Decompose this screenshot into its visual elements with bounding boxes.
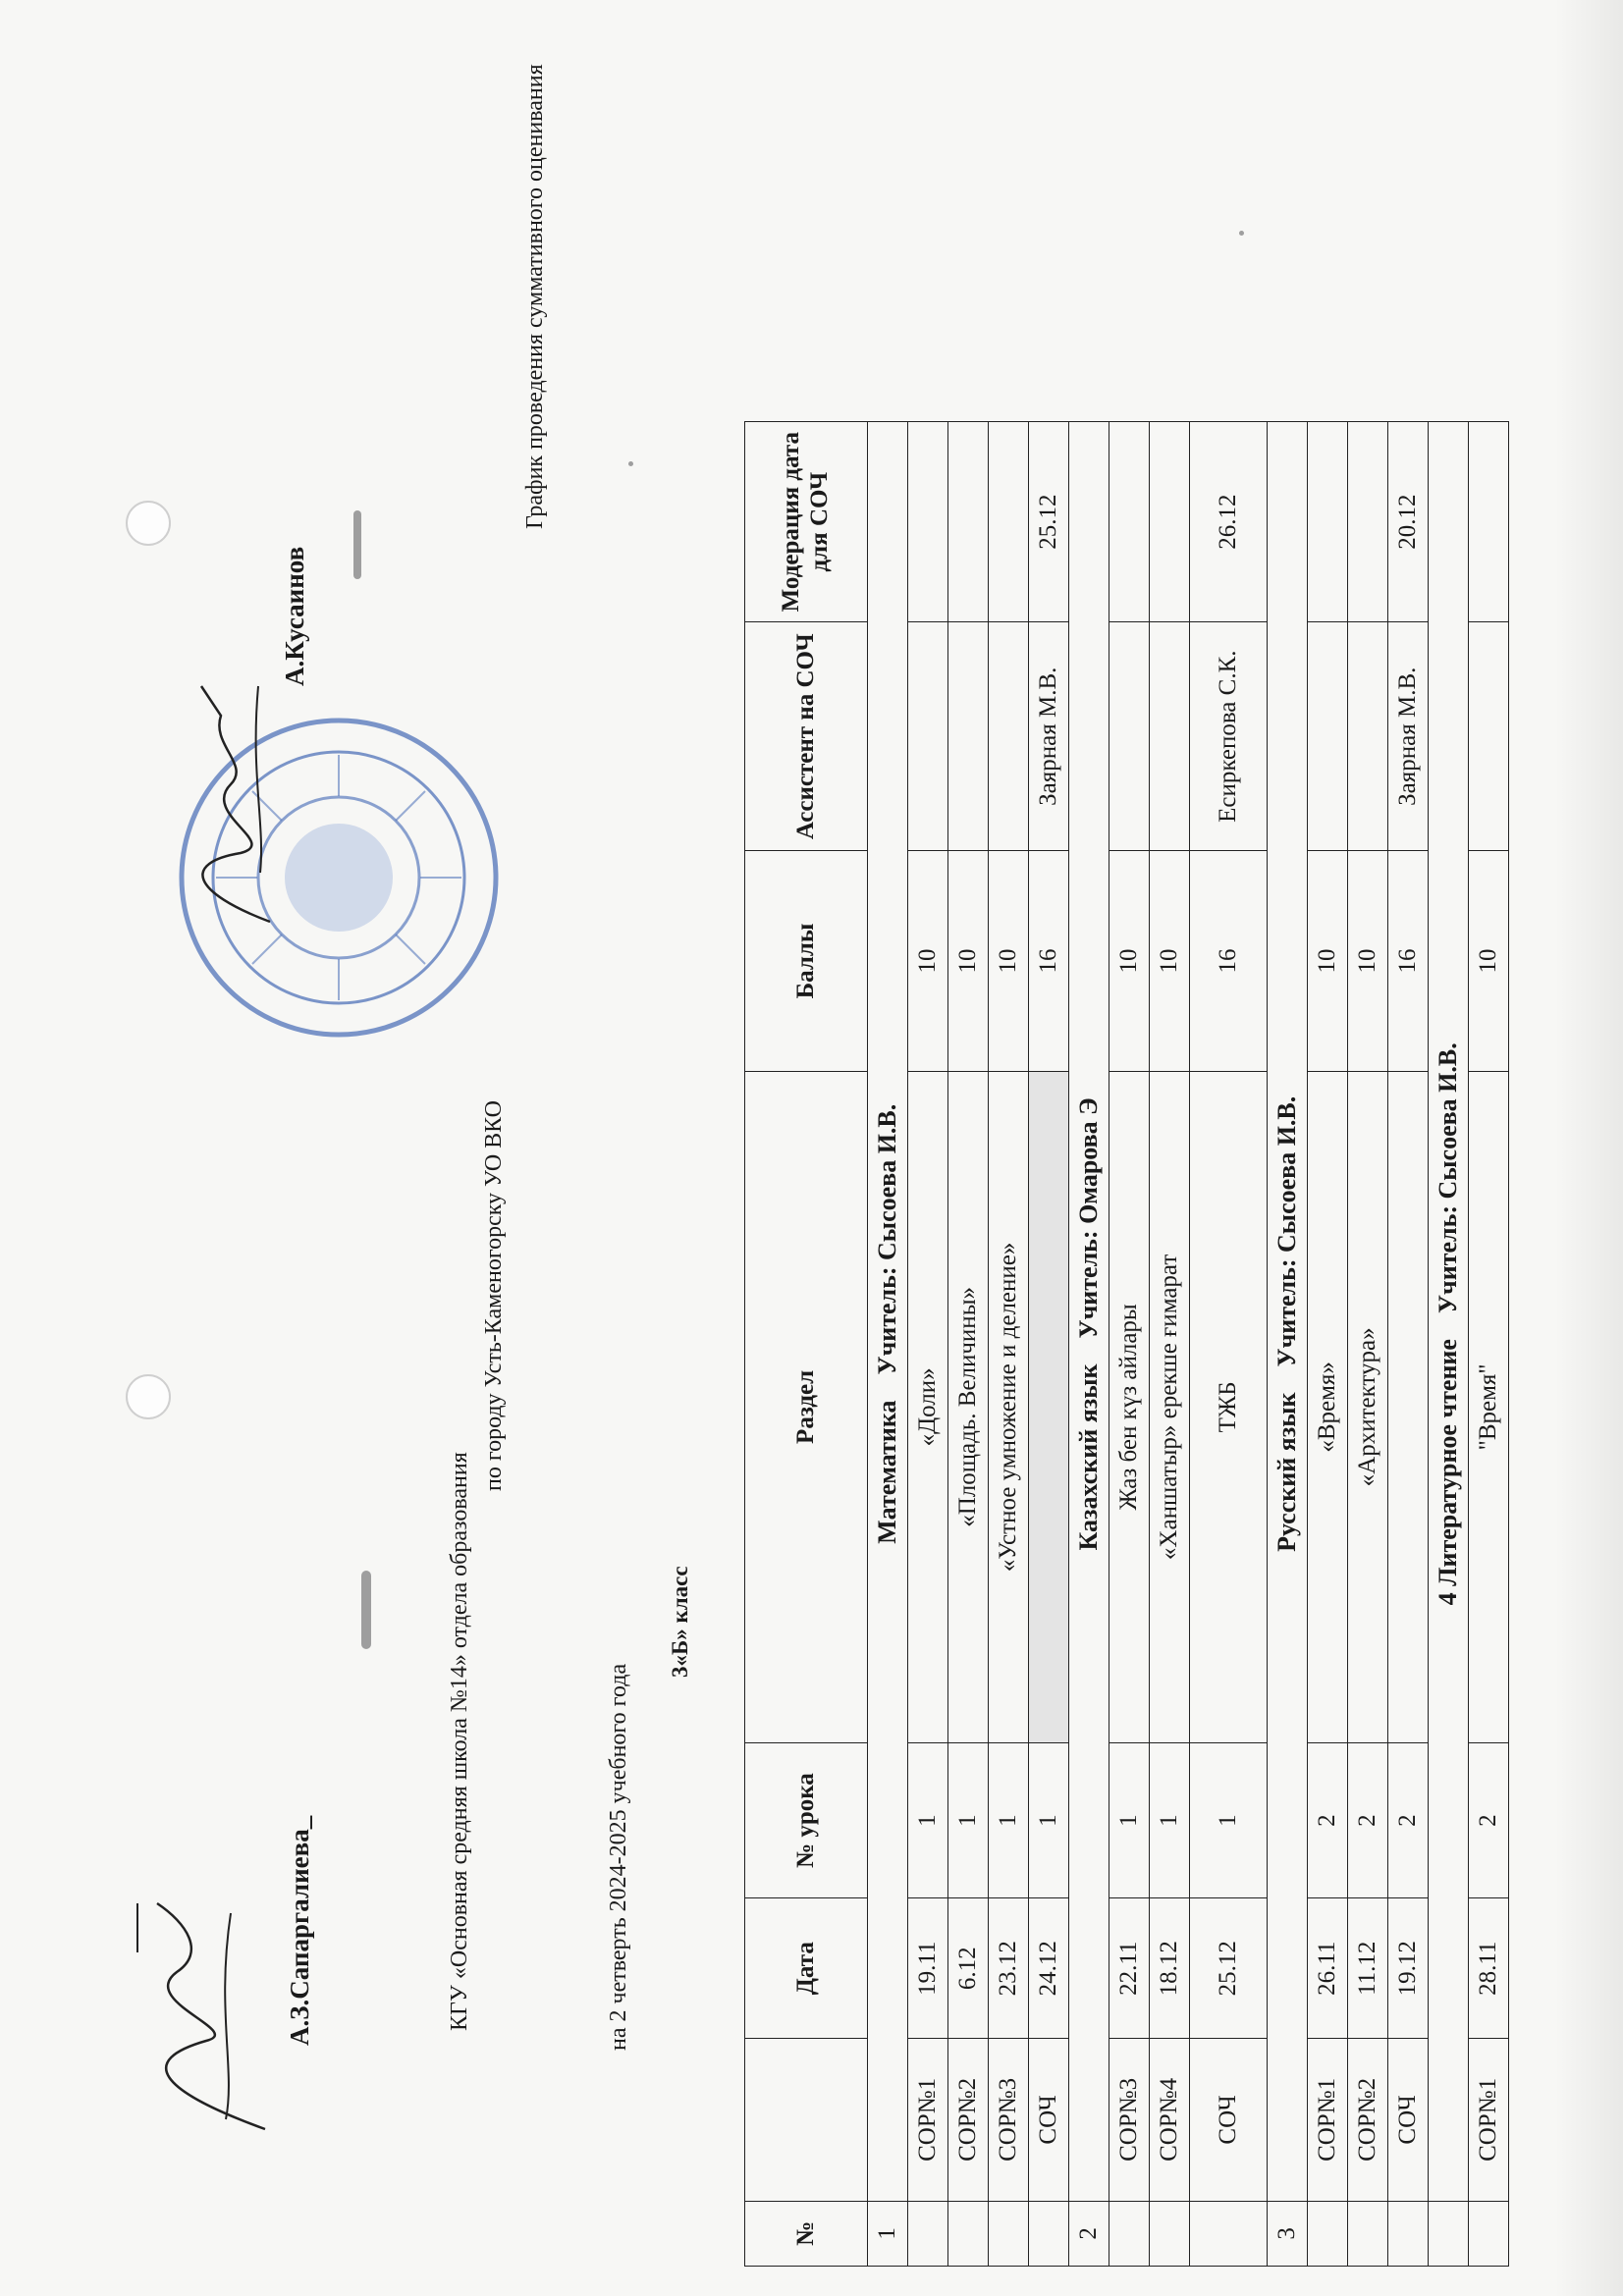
col-header-type <box>745 2039 868 2201</box>
table-row <box>1109 422 1150 2267</box>
cell-assistant <box>908 622 948 851</box>
left-signature <box>118 1894 295 2149</box>
cell-section: «Устное умножение и деление» <box>989 1071 1029 1742</box>
cell-lesson: 2 <box>1388 1742 1429 1897</box>
cell-type: СОЧ <box>1388 2039 1429 2201</box>
cell-assistant <box>1348 622 1388 851</box>
cell-section: «Архитектура» <box>1348 1071 1388 1742</box>
subject-number: 2 <box>1069 2201 1109 2266</box>
subject-teacher: Учитель: Сысоева И.В. <box>1272 1095 1301 1367</box>
cell-points: 10 <box>1150 851 1190 1072</box>
cell-section: «Ханшатыр» ерекше ғимарат <box>1150 1071 1190 1742</box>
cell-type: СОР№1 <box>1308 2039 1348 2201</box>
cell-lesson: 1 <box>989 1742 1029 1897</box>
cell-date: 26.11 <box>1308 1898 1348 2039</box>
cell-lesson: 1 <box>1029 1742 1069 1897</box>
cell-section: Жаз бен күз айлары <box>1109 1071 1150 1742</box>
cell-type: СОР№3 <box>1109 2039 1150 2201</box>
subject-name: Математика <box>873 1400 901 1544</box>
cell-section <box>1029 1071 1069 1742</box>
table-row <box>908 422 948 2267</box>
period-line: на 2 четверть 2024-2025 учебного года <box>606 1663 631 2051</box>
cell-assistant <box>1469 622 1509 851</box>
cell-moderation <box>1109 422 1150 622</box>
assessment-schedule-table <box>744 421 1509 2267</box>
subject-row <box>1268 422 1308 2267</box>
cell-lesson: 1 <box>1109 1742 1150 1897</box>
cell-lesson: 1 <box>948 1742 989 1897</box>
cell-section <box>1388 1071 1429 1742</box>
col-header-date: Дата <box>745 1898 868 2039</box>
cell-lesson: 2 <box>1469 1742 1509 1897</box>
left-signer: А.З.Сапаргалиева_ <box>285 1815 314 2046</box>
table-row <box>1388 422 1429 2267</box>
subject-row <box>1429 422 1469 2267</box>
cell-type: СОР№3 <box>989 2039 1029 2201</box>
cell-moderation: 25.12 <box>1029 422 1069 622</box>
subject-heading <box>1268 422 1308 2202</box>
cell-type: СОР№1 <box>908 2039 948 2201</box>
cell-points: 16 <box>1029 851 1069 1072</box>
cell-assistant <box>1109 622 1150 851</box>
cell-assistant: Есиркепова С.К. <box>1190 622 1268 851</box>
cell-points: 10 <box>948 851 989 1072</box>
cell-lesson: 1 <box>908 1742 948 1897</box>
cell-lesson: 1 <box>1190 1742 1268 1897</box>
cell-points: 16 <box>1388 851 1429 1072</box>
cell-type: СОР№2 <box>1348 2039 1388 2201</box>
table-row <box>989 422 1029 2267</box>
right-signer: А.Кусаинов <box>280 546 309 686</box>
header-line-1: КГУ «Основная средняя школа №14» отдела образования <box>447 1452 472 2031</box>
table-row <box>1348 422 1388 2267</box>
cell-assistant <box>1150 622 1190 851</box>
cell-moderation: 26.12 <box>1190 422 1268 622</box>
cell-moderation <box>989 422 1029 622</box>
cell-date: 11.12 <box>1348 1898 1388 2039</box>
subject-number <box>1429 2201 1469 2266</box>
cell-points: 16 <box>1190 851 1268 1072</box>
cell-type: СОР№1 <box>1469 2039 1509 2201</box>
subject-row <box>868 422 908 2267</box>
subject-teacher: Учитель: Омарова Э <box>1074 1097 1103 1339</box>
cell-assistant <box>948 622 989 851</box>
cell-type: СОР№2 <box>948 2039 989 2201</box>
cell-type: СОЧ <box>1029 2039 1069 2201</box>
cell-points: 10 <box>989 851 1029 1072</box>
cell-section: «Время» <box>1308 1071 1348 1742</box>
cell-assistant: Заярная М.В. <box>1388 622 1429 851</box>
col-header-number: № <box>745 2201 868 2266</box>
cell-date: 23.12 <box>989 1898 1029 2039</box>
class-label: 3«Б» класс <box>668 1566 692 1678</box>
cell-assistant: Заярная М.В. <box>1029 622 1069 851</box>
table-row <box>1308 422 1348 2267</box>
subject-name: Русский язык <box>1272 1392 1301 1552</box>
subject-row <box>1069 422 1109 2267</box>
cell-section: «Площадь. Величины» <box>948 1071 989 1742</box>
header-line-2: по городу Усть-Каменогорску УО ВКО <box>481 1100 507 1491</box>
cell-date: 28.11 <box>1469 1898 1509 2039</box>
col-header-assistant: Ассистент на СОЧ <box>745 622 868 851</box>
subject-name: Казахский язык <box>1074 1363 1103 1551</box>
cell-moderation <box>1308 422 1348 622</box>
cell-moderation <box>1469 422 1509 622</box>
subject-heading <box>868 422 908 2202</box>
cell-date: 18.12 <box>1150 1898 1190 2039</box>
cell-type: СОЧ <box>1190 2039 1268 2201</box>
cell-date: 6.12 <box>948 1898 989 2039</box>
cell-section: «Доли» <box>908 1071 948 1742</box>
cell-section: ТЖБ <box>1190 1071 1268 1742</box>
table-row <box>1029 422 1069 2267</box>
col-header-section: Раздел <box>745 1071 868 1742</box>
cell-points: 10 <box>908 851 948 1072</box>
cell-date: 19.12 <box>1388 1898 1429 2039</box>
cell-moderation <box>948 422 989 622</box>
cell-date: 25.12 <box>1190 1898 1268 2039</box>
cell-section: "Время" <box>1469 1071 1509 1742</box>
subject-teacher: Учитель: Сысоева И.В. <box>873 1103 901 1375</box>
table-row <box>1150 422 1190 2267</box>
col-header-lesson: № урока <box>745 1742 868 1897</box>
col-header-moderation: Модерация дата для СОЧ <box>745 422 868 622</box>
subject-heading <box>1069 422 1109 2202</box>
cell-lesson: 1 <box>1150 1742 1190 1897</box>
cell-date: 22.11 <box>1109 1898 1150 2039</box>
subject-number: 1 <box>868 2201 908 2266</box>
cell-points: 10 <box>1469 851 1509 1072</box>
cell-lesson: 2 <box>1308 1742 1348 1897</box>
table-row <box>1190 422 1268 2267</box>
cell-type: СОР№4 <box>1150 2039 1190 2201</box>
subject-heading <box>1429 422 1469 2202</box>
cell-lesson: 2 <box>1348 1742 1388 1897</box>
cell-moderation: 20.12 <box>1388 422 1429 622</box>
cell-moderation <box>1150 422 1190 622</box>
cell-assistant <box>1308 622 1348 851</box>
subject-teacher: Учитель: Сысоева И.В. <box>1434 1042 1462 1314</box>
document-title: График проведения суммативного оценивания <box>522 64 548 529</box>
subject-name: 4 Литературное чтение <box>1434 1339 1462 1606</box>
cell-moderation <box>1348 422 1388 622</box>
col-header-points: Баллы <box>745 851 868 1072</box>
cell-points: 10 <box>1109 851 1150 1072</box>
cell-points: 10 <box>1308 851 1348 1072</box>
cell-date: 19.11 <box>908 1898 948 2039</box>
cell-moderation <box>908 422 948 622</box>
table-header-row <box>745 422 868 2267</box>
table-row <box>948 422 989 2267</box>
subject-number: 3 <box>1268 2201 1308 2266</box>
table-row <box>1469 422 1509 2267</box>
cell-points: 10 <box>1348 851 1388 1072</box>
cell-date: 24.12 <box>1029 1898 1069 2039</box>
right-signature <box>172 676 299 932</box>
cell-assistant <box>989 622 1029 851</box>
